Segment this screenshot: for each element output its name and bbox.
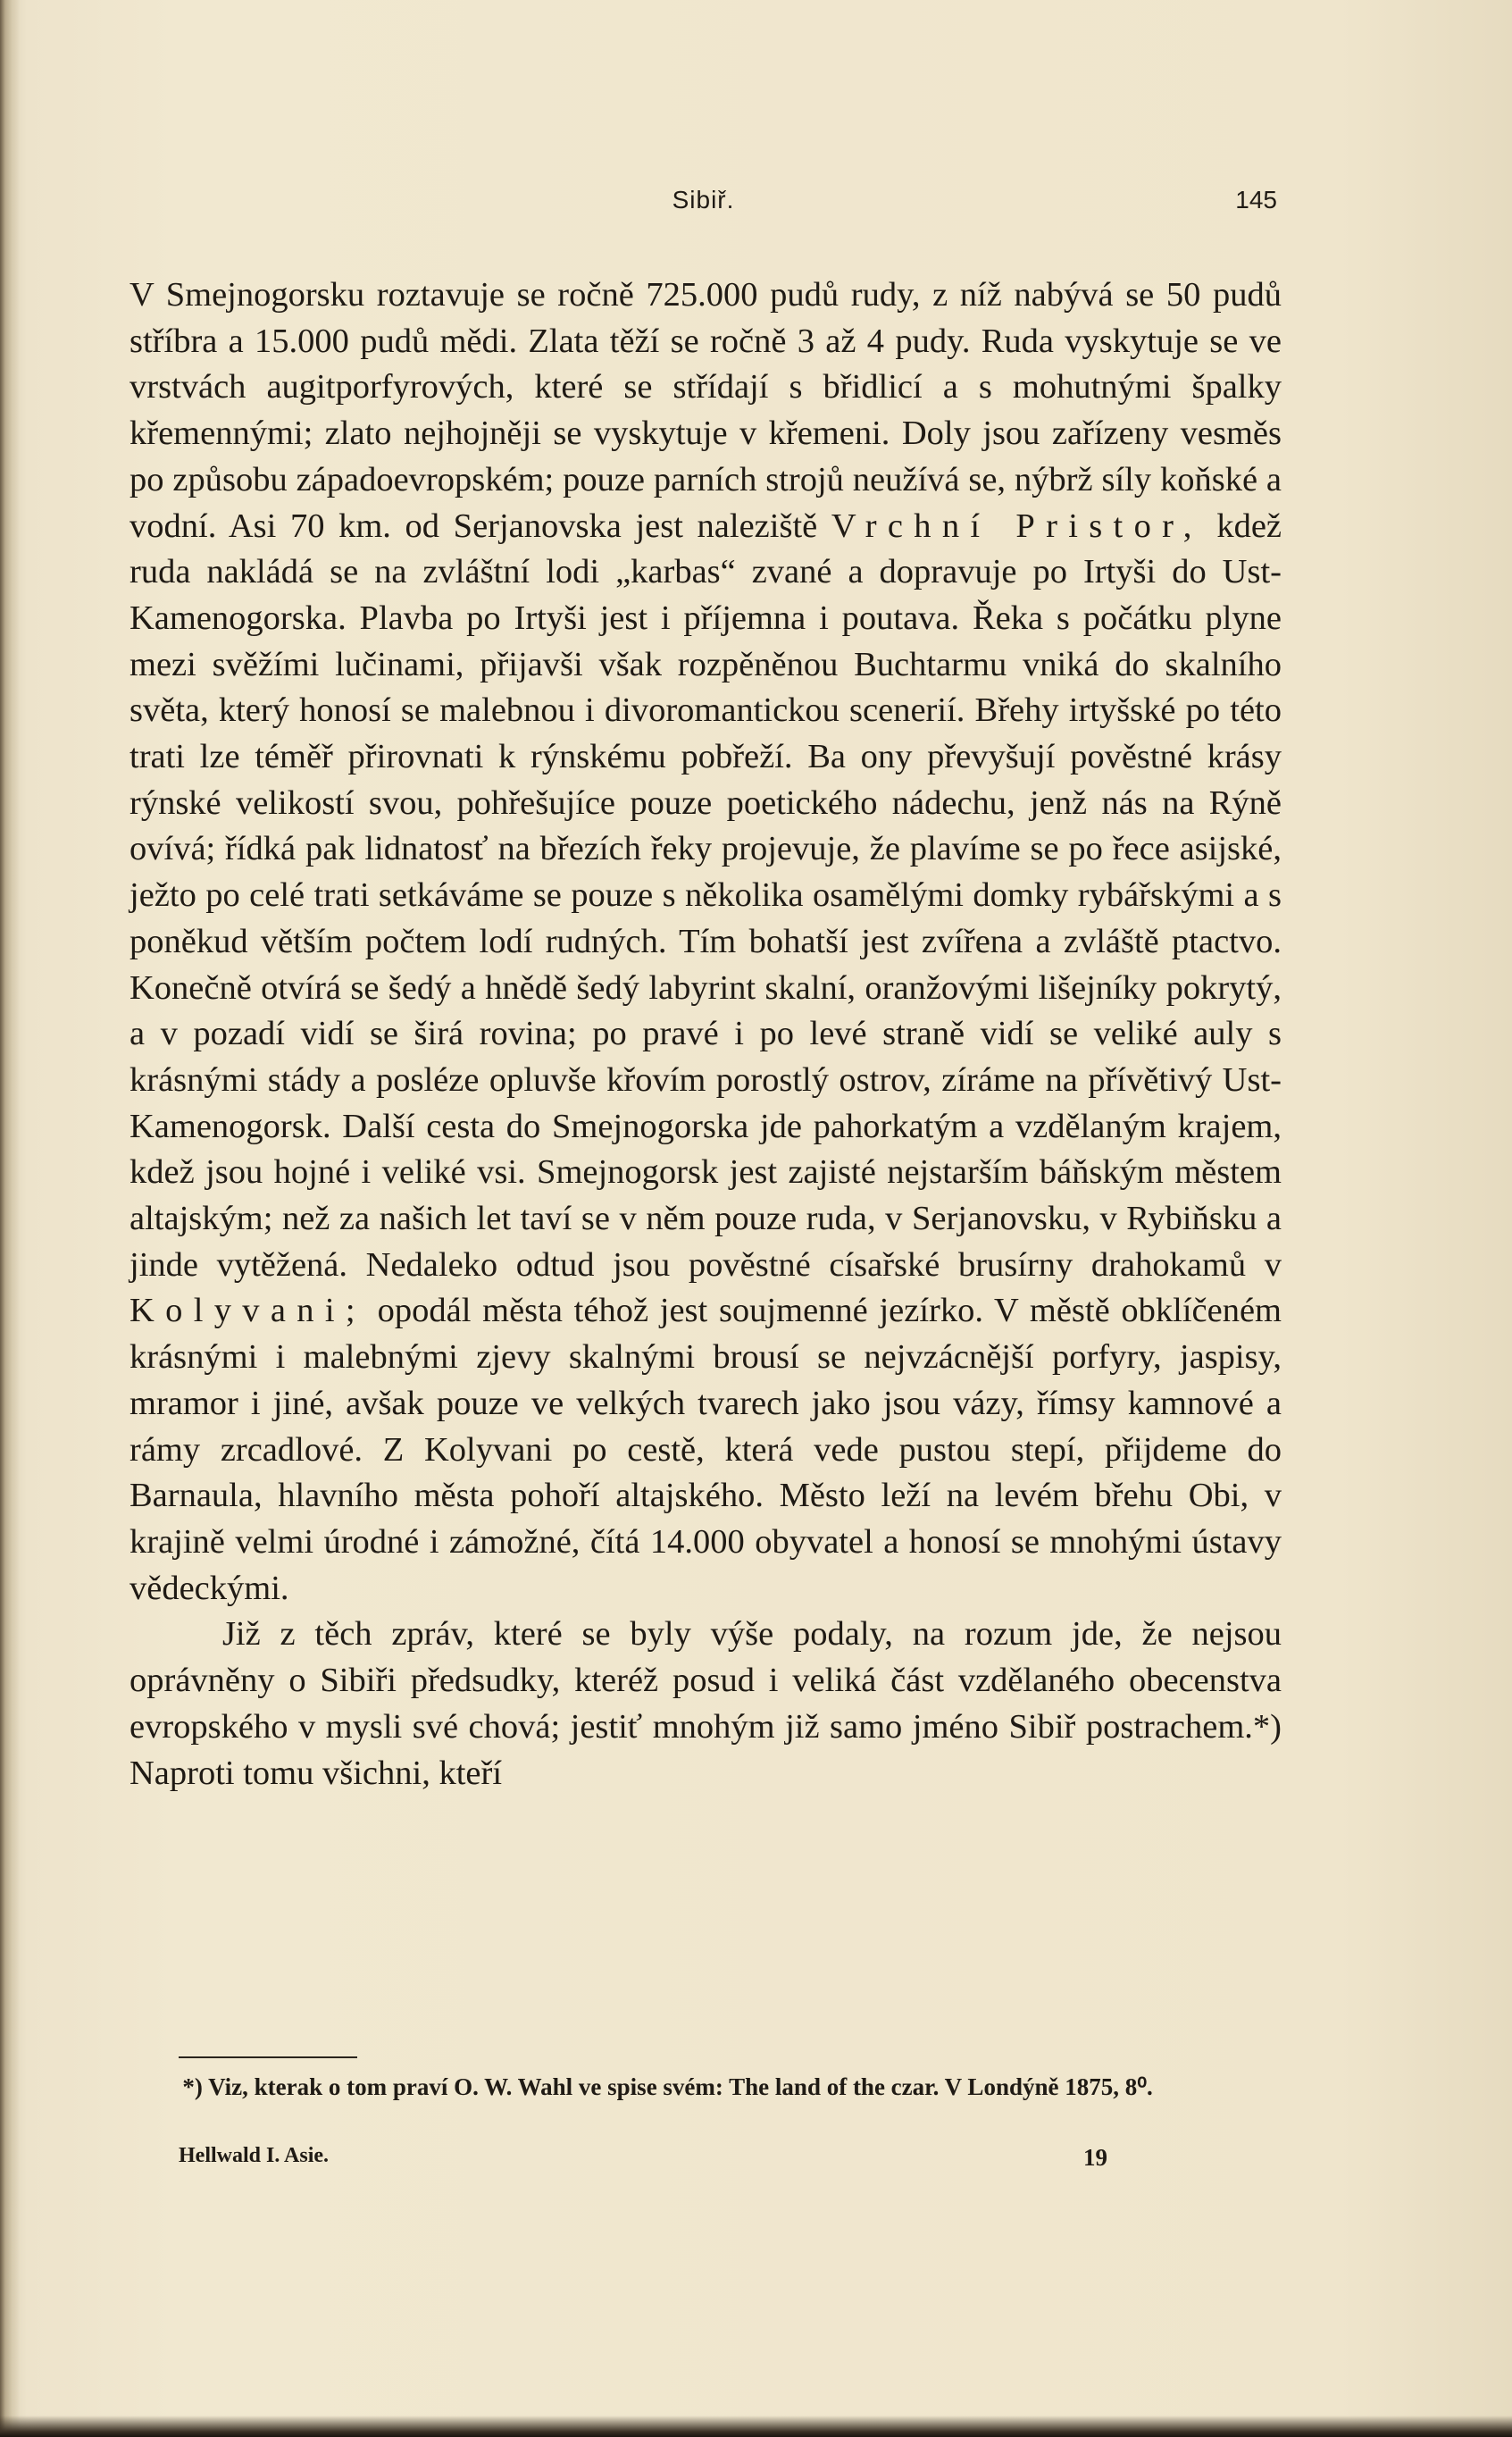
signature-line [179, 2144, 1107, 2174]
body-text [129, 272, 1282, 1796]
footnote-rule [179, 2056, 357, 2058]
spaced-place-name-vrchni-pristor: Vrchní Pristor, [831, 507, 1203, 545]
footnote: *) Viz, kterak o tom praví O. W. Wahl ve spise svém: The land of the czar. V Londýně 1875, 8⁰. [182, 2073, 1153, 2100]
spaced-place-name-kolyvani: Kolyvani; [129, 1292, 366, 1330]
running-head-title: Sibiř. [672, 186, 735, 214]
paragraph-1-part-b: kdež ruda nakládá se na zvláštní lodi „karbas“ zvané a dopravuje po Irtyši do Ust-Kamenogorska. Plavba po Irtyši jest i příjemna i poutava. Řeka s počátku plyne mezi svěžími lučinami, přijavši však rozpěněnou Buchtarmu vniká do skalního světa, který honosí se malebnou i divoromantickou scenerií. Břehy irtyšské po této trati lze téměř přirovnati k rýnskému pobřeží. Ba ony převyšují pověstné krásy rýnské velikostí svou, pohřešujíce pouze poetického nádechu, jenž nás na Rýně ovívá; řídká pak lidnatosť na březích řeky projevuje, že plavíme se po řece asijské, ježto po celé trati setkáváme se pouze s několika osamělými domky rybářskými a s poněkud větším počtem lodí rudných. Tím bohatší jest zvířena a zvláště ptactvo. Konečně otvírá se šedý a hnědě šedý labyrint skalní, oranžovými lišejníky pokrytý, a v pozadí vidí se širá rovina; po pravé i po levé straně vidí se veliké auly s krásnými stády a posléze opluvše křovím porostlý ostrov, zíráme na přívětivý Ust-Kamenogorsk. Další cesta do Smejnogorska jde pahorkatým a vzdělaným krajem, kdež jsou hojné i veliké vsi. Smejnogorsk jest zajisté nejstarším báňským městem altajským; než za našich let taví se v něm pouze ruda, v Serjanovsku, v Rybiňsku a jinde vytěžená. Nedaleko odtud jsou pověstné císařské brusírny drahokamů v [129, 507, 1282, 1284]
printer-signature: Hellwald I. Asie. [179, 2144, 330, 2167]
paragraph-1-part-c: opodál města téhož jest soujmenné jezírko. V městě obklíčeném krásnými i malebnými zjevy skalnými brousí se nejvzácnější porfyry, jaspisy, mramor i jiné, avšak pouze ve velkých tvarech jako jsou vázy, římsy kamnové a rámy zrcadlové. Z Kolyvani po cestě, která vede pustou stepí, přijdeme do Barnaula, hlavního města pohoří altajského. Město leží na levém břehu Obi, v krajině velmi úrodné i zámožné, čítá 14.000 obyvatel a honosí se mnohými ústavy vědeckými. [129, 1292, 1282, 1607]
scan-bottom-edge [0, 2416, 1512, 2437]
book-spine-shadow [0, 0, 20, 2437]
paragraph-1 [129, 272, 1282, 1612]
paragraph-2: Již z těch zpráv, které se byly výše podaly, na rozum jde, že nejsou oprávněny o Sibiři předsudky, kteréž posud i veliká část vzdělaného obecenstva evropského v mysli své chová; jestiť mnohým již samo jméno Sibiř postrachem.*) Naproti tomu všichni, kteří [129, 1615, 1282, 1792]
paragraph-1-part-a: V Smejnogorsku roztavuje se ročně 725.000 pudů rudy, z níž nabývá se 50 pudů stříbra a 15.000 pudů mědi. Zlata těží se ročně 3 až 4 pudy. Ruda vyskytuje se ve vrstvách augitporfyrových, které se střídají s břidlicí a s mohutnými špalky křemennými; zlato nejhojněji se vyskytuje v křemeni. Doly jsou zařízeny vesměs po způsobu západoevropském; pouze parních strojů neužívá se, nýbrž síly koňské a vodní. Asi 70 km. od Serjanovska jest naleziště [129, 276, 1282, 545]
sheet-number: 19 [1083, 2144, 1107, 2171]
page-number: 145 [1235, 186, 1277, 214]
running-head [129, 186, 1277, 222]
